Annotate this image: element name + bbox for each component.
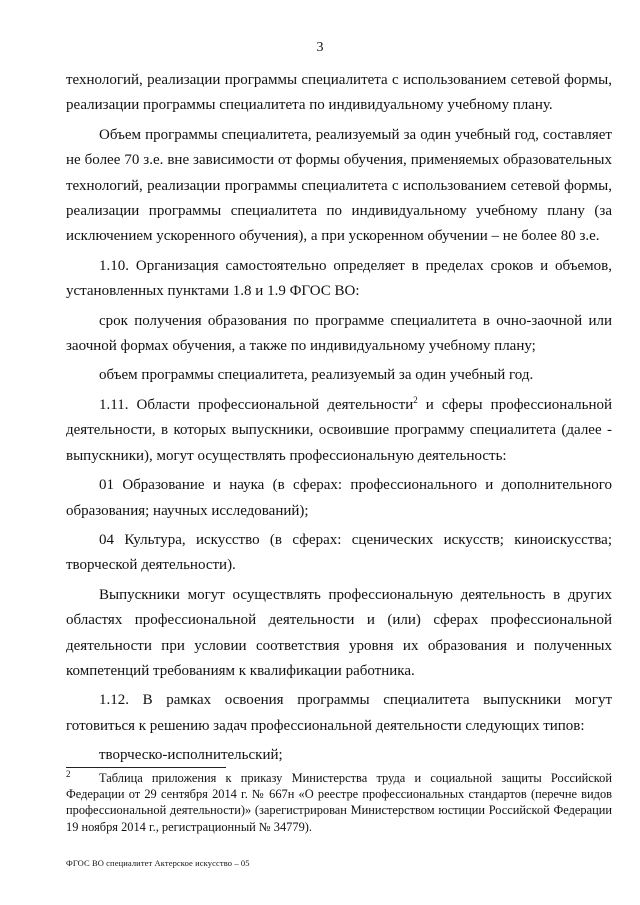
paragraph: творческо-исполнительский; xyxy=(99,747,283,764)
page-footer: ФГОС ВО специалитет Актерское искусство – 05 xyxy=(66,858,250,868)
paragraph-section-1-10: 1.10. Организация самостоятельно определяет в пределах сроков и объемов, установленных пунктами 1.8 и 1.9 ФГОС ВО: xyxy=(66,257,612,300)
footnote: $^2$ Таблица приложения к приказу Министерства труда и социальной защиты Российской Федерации от 29 сентября 2014 г. № 667н «О реестре профессиональных стандартов (перечне видов профессиональной деятельности)» (зарегистрирован Министерством юстиции Российской Федерации 19 ноября 2014 г., регистрационный № 34779). xyxy=(66,768,612,834)
paragraph: объем программы специалитета, реализуемый за один учебный год. xyxy=(99,367,534,384)
paragraph: технологий, реализации программы специалитета с использованием сетевой формы, реализации программы специалитета по индивидуальному учебному плану. xyxy=(66,72,612,114)
page-number: 3 xyxy=(316,40,324,55)
paragraph-section-1-11 xyxy=(66,393,612,469)
paragraph: срок получения образования по программе специалитета в очно-заочной или заочной формах обучения, а также по индивидуальному учебному плану; xyxy=(66,312,612,355)
paragraph: 04 Культура, искусство (в сферах: сценических искусств; киноискусства; творческой деятельности). xyxy=(66,531,612,574)
paragraph-section-1-12: 1.12. В рамках освоения программы специалитета выпускники могут готовиться к решению задач профессиональной деятельности следующих типов: xyxy=(66,692,612,734)
footnote-text: Таблица приложения к приказу Министерства труда и социальной защиты Российской Федерации от 29 сентября 2014 г. № 667н «О реестре профессиональных стандартов (перечне видов профессиональной деятельности)» (зарегистрирован Министерством юстиции Российской Федерации 19 ноября 2014 г., регистрационный № 34779). xyxy=(66,771,612,834)
footnote-divider xyxy=(66,767,226,768)
body-text xyxy=(66,68,612,773)
paragraph: 01 Образование и наука (в сферах: профессионального и дополнительного образования; научных исследований); xyxy=(66,477,612,519)
paragraph: Объем программы специалитета, реализуемый за один учебный год, составляет не более 70 з.е. вне зависимости от формы обучения, применяемых образовательных технологий, реализации программы специалитета с использованием сетевой формы, реализации программы специалитета по индивидуальному учебному плану (за исключением ускоренного обучения), а при ускоренном обучении – не более 80 з.е. xyxy=(66,126,612,245)
paragraph: Выпускники могут осуществлять профессиональную деятельность в других областях профессиональной деятельности и (или) сферах профессиональной деятельности при условии соответствия уровня их образования и полученных компетенций требованиям к квалификации работника. xyxy=(66,586,612,679)
paragraph-text: и сферы профессиональной деятельности, в которых выпускники, освоившие программу специалитета (далее - выпускники), могут осуществлять профессиональную деятельность: xyxy=(66,396,612,464)
paragraph-text: 1.11. Области профессиональной деятельности xyxy=(99,396,414,413)
footnote-reference: 2 xyxy=(413,394,418,405)
